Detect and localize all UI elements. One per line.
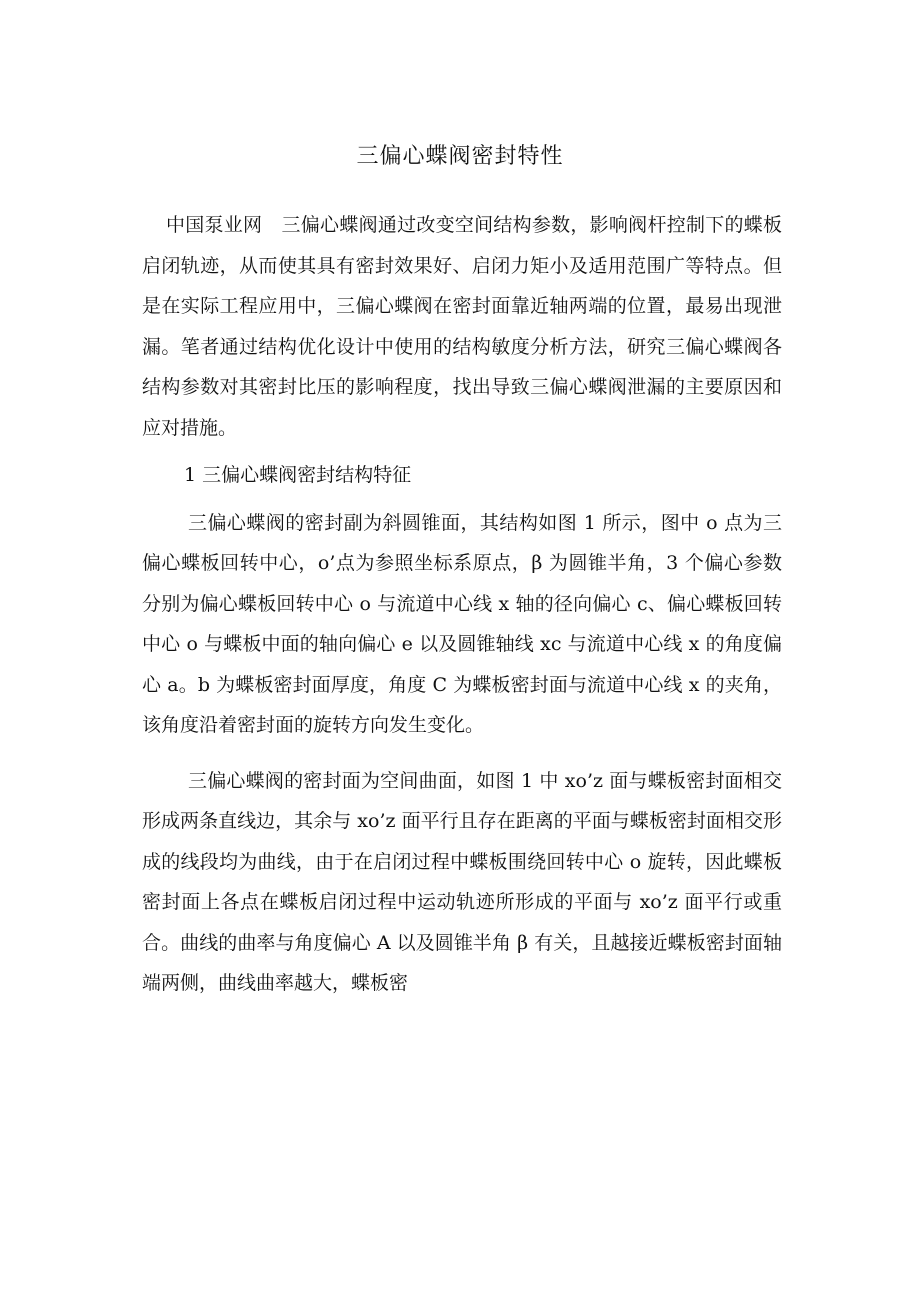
section-heading: 1 三偏心蝶阀密封结构特征 bbox=[184, 464, 412, 486]
structure-paragraph: 三偏心蝶阀的密封副为斜圆锥面，其结构如图 1 所示，图中 o 点为三偏心蝶板回转中心，o’点为参照坐标系原点，β 为圆锥半角，3 个偏心参数分别为偏心蝶板回转中心 o 与流道中心线 x 轴的径向偏心 c、偏心蝶板回转中心 o 与蝶板中面的轴向偏心 e 以及圆锥轴线 xc 与流道中心线 x 的角度偏心 a。b 为蝶板密封面厚度，角度 C 为蝶板密封面与流道中心线 x 的夹角，该角度沿着密封面的旋转方向发生变化。 bbox=[142, 511, 782, 736]
document-title: 三偏心蝶阀密封特性 bbox=[356, 144, 564, 169]
document-body bbox=[142, 205, 782, 1004]
sealing-surface-paragraph: 三偏心蝶阀的密封面为空间曲面，如图 1 中 xo’z 面与蝶板密封面相交形成两条直线边，其余与 xo’z 面平行且存在距离的平面与蝶板密封面相交形成的线段均为曲线，由于在启闭过程中蝶板围绕回转中心 o 旋转，因此蝶板密封面上各点在蝶板启闭过程中运动轨迹所形成的平面与 xo’z 面平行或重合。曲线的曲率与角度偏心 A 以及圆锥半角 β 有关，且越接近蝶板密封面轴端两侧，曲线曲率越大，蝶板密 bbox=[142, 769, 782, 994]
intro-paragraph: 中国泵业网 三偏心蝶阀通过改变空间结构参数，影响阀杆控制下的蝶板启闭轨迹，从而使其具有密封效果好、启闭力矩小及适用范围广等特点。但是在实际工程应用中，三偏心蝶阀在密封面靠近轴两端的位置，最易出现泄漏。笔者通过结构优化设计中使用的结构敏度分析方法，研究三偏心蝶阀各结构参数对其密封比压的影响程度，找出导致三偏心蝶阀泄漏的主要原因和应对措施。 bbox=[142, 214, 782, 439]
